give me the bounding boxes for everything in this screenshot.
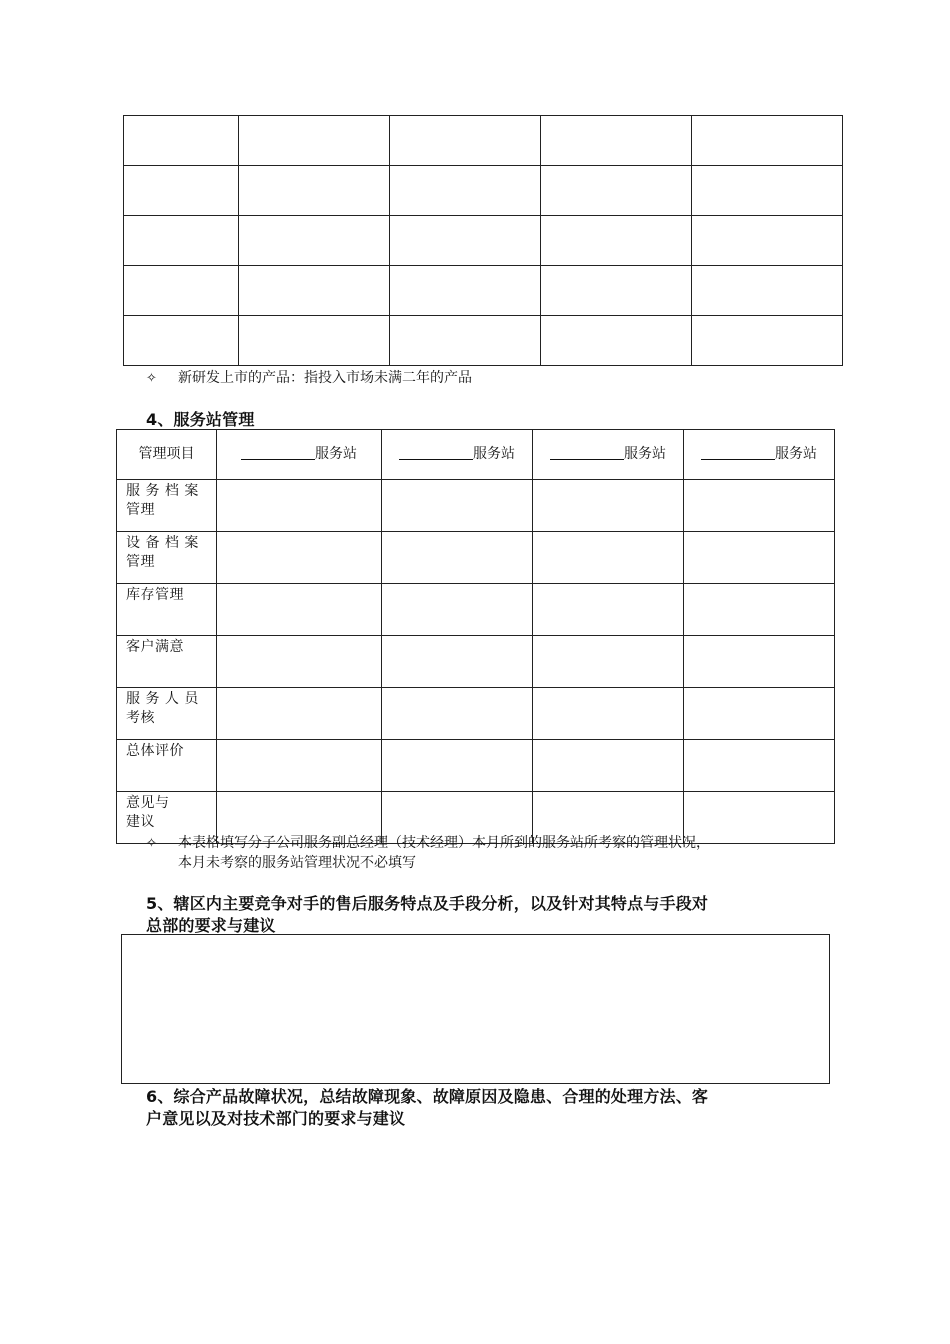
table-cell[interactable]: [382, 532, 533, 584]
table-cell[interactable]: [124, 266, 239, 316]
note-line-1: 本表格填写分子公司服务副总经理（技术经理）本月所到的服务站所考察的管理状况，: [178, 835, 710, 851]
table-cell[interactable]: [684, 688, 835, 740]
table-cell[interactable]: [382, 636, 533, 688]
table-row: [124, 266, 843, 316]
table-cell[interactable]: [217, 584, 382, 636]
diamond-bullet-icon: ✧: [146, 836, 157, 851]
diamond-bullet-icon: ✧: [146, 371, 157, 386]
table-cell[interactable]: [124, 216, 239, 266]
table-cell[interactable]: [217, 740, 382, 792]
table-row: [124, 216, 843, 266]
new-product-note: [146, 369, 746, 389]
row-label: 客户满意: [117, 636, 217, 688]
table-cell[interactable]: [390, 266, 541, 316]
table-cell[interactable]: [533, 532, 684, 584]
table-cell[interactable]: [533, 740, 684, 792]
station-name-blank[interactable]: [241, 445, 315, 460]
table-cell[interactable]: [239, 216, 390, 266]
table-row: [124, 116, 843, 166]
table-cell[interactable]: [239, 316, 390, 366]
table-row: [117, 688, 835, 740]
product-table: [123, 115, 843, 366]
table-cell[interactable]: [541, 166, 692, 216]
service-station-table: [116, 429, 835, 844]
table-cell[interactable]: [533, 688, 684, 740]
table-cell[interactable]: [684, 740, 835, 792]
table-cell[interactable]: [390, 116, 541, 166]
table-row: [124, 166, 843, 216]
table-cell[interactable]: [684, 636, 835, 688]
table-cell[interactable]: [533, 636, 684, 688]
table-row: [117, 532, 835, 584]
table-row: [117, 584, 835, 636]
table-cell[interactable]: [541, 316, 692, 366]
station-name-blank[interactable]: [399, 445, 473, 460]
station-table-note: [146, 834, 846, 874]
table-cell[interactable]: [541, 266, 692, 316]
table-cell[interactable]: [533, 584, 684, 636]
table-cell[interactable]: [692, 216, 843, 266]
table-row: [117, 480, 835, 532]
table-cell[interactable]: [382, 480, 533, 532]
row-label: 设 备 档 案 管理: [117, 532, 217, 584]
table-cell[interactable]: [382, 688, 533, 740]
header-management-item: 管理项目: [117, 430, 217, 480]
note-line-2: 本月未考察的服务站管理状况不必填写: [178, 855, 416, 871]
table-cell[interactable]: [533, 480, 684, 532]
table-row: [124, 316, 843, 366]
note-text: 新研发上市的产品：指投入市场未满二年的产品: [178, 370, 472, 386]
header-station-1: 服务站: [217, 430, 382, 480]
competitor-analysis-input[interactable]: [121, 934, 830, 1084]
table-cell[interactable]: [692, 316, 843, 366]
table-cell[interactable]: [124, 116, 239, 166]
row-label: 总体评价: [117, 740, 217, 792]
table-cell[interactable]: [692, 266, 843, 316]
table-cell[interactable]: [390, 216, 541, 266]
table-cell[interactable]: [239, 266, 390, 316]
section-4-heading: 4、服务站管理: [146, 410, 255, 429]
table-cell[interactable]: [124, 316, 239, 366]
table-cell[interactable]: [382, 740, 533, 792]
table-cell[interactable]: [684, 480, 835, 532]
row-label: 服 务 档 案 管理: [117, 480, 217, 532]
table-cell[interactable]: [541, 116, 692, 166]
station-name-blank[interactable]: [550, 445, 624, 460]
row-label: 库存管理: [117, 584, 217, 636]
header-station-2: 服务站: [382, 430, 533, 480]
row-label: 服 务 人 员 考核: [117, 688, 217, 740]
table-cell[interactable]: [541, 216, 692, 266]
table-cell[interactable]: [217, 688, 382, 740]
table-header-row: [117, 430, 835, 480]
table-cell[interactable]: [390, 316, 541, 366]
table-cell[interactable]: [124, 166, 239, 216]
header-station-4: 服务站: [684, 430, 835, 480]
row-label: 意见与 建议: [117, 792, 217, 844]
table-row: [117, 636, 835, 688]
table-cell[interactable]: [217, 532, 382, 584]
header-station-3: 服务站: [533, 430, 684, 480]
table-cell[interactable]: [692, 166, 843, 216]
table-cell[interactable]: [239, 166, 390, 216]
section-5-heading: 5、辖区内主要竞争对手的售后服务特点及手段分析，以及针对其特点与手段对 总部的要求与建议: [146, 894, 709, 935]
table-cell[interactable]: [692, 116, 843, 166]
table-cell[interactable]: [217, 636, 382, 688]
station-name-blank[interactable]: [701, 445, 775, 460]
table-cell[interactable]: [684, 532, 835, 584]
table-cell[interactable]: [684, 584, 835, 636]
table-cell[interactable]: [382, 584, 533, 636]
section-6-heading: 6、综合产品故障状况，总结故障现象、故障原因及隐患、合理的处理方法、客 户意见以及对技术部门的要求与建议: [146, 1087, 709, 1128]
table-cell[interactable]: [239, 116, 390, 166]
table-row: [117, 740, 835, 792]
table-cell[interactable]: [217, 480, 382, 532]
table-cell[interactable]: [390, 166, 541, 216]
